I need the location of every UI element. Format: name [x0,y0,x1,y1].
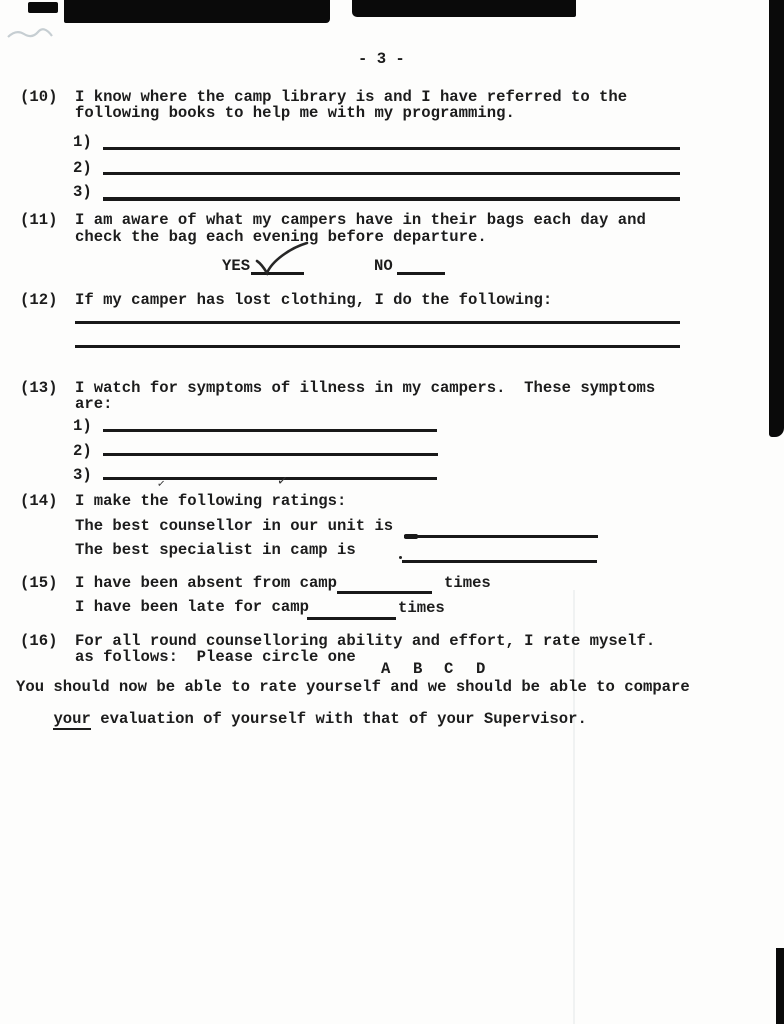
item-14-row-1-line-start-blot [404,534,418,539]
closing-text-line-1: You should now be able to rate yourself and we should be able to compare [16,678,690,696]
underlined-word-your: your [53,710,91,728]
item-15-number: (15) [20,574,58,592]
item-16-text-line-2: as follows: Please circle one [75,648,356,666]
pencil-check-icon-2: ✓ [276,473,289,490]
item-15-row-1-blank-line [337,591,432,594]
item-14-row-1-line [404,535,598,538]
item-13-text-line-2: are: [75,395,113,413]
no-blank-line [397,272,445,275]
item-13-blank-2-line [103,453,438,456]
item-14-number: (14) [20,492,58,510]
item-15-row-1-suffix: times [444,574,491,592]
item-12-answer-line-1 [75,321,680,324]
rating-choice-c: C [444,660,454,678]
scan-artifact-bar-right [769,0,784,437]
scan-artifact-bar-top-left [28,2,58,13]
closing-text-line-2 [16,695,587,743]
pencil-smudge-mark [6,24,54,42]
item-10-text-line-2: following books to help me with my programming. [75,104,515,122]
item-10-number: (10) [20,88,58,106]
item-13-blank-3-line [103,477,437,480]
scan-artifact-bar-top-1 [64,0,330,23]
no-label: NO [374,257,393,275]
item-11-text-line-2: check the bag each evening before departure. [75,228,487,246]
rating-choice-d: D [476,660,486,678]
item-10-blank-2-line [103,172,680,175]
item-14-row-2-text: The best specialist in camp is [75,541,356,559]
yes-checkmark-icon [253,241,311,275]
scan-artifact-bar-top-2 [352,0,576,17]
item-10-blank-2-label: 2) [73,159,92,177]
item-14-row-1-text: The best counsellor in our unit is [75,517,394,535]
item-14-row-2-line [402,560,597,563]
item-15-row-2-blank-line [307,617,396,620]
item-10-blank-1-label: 1) [73,133,92,151]
item-13-blank-1-label: 1) [73,417,92,435]
stray-period-mark [399,556,402,559]
item-12-number: (12) [20,291,58,309]
item-10-blank-3-label: 3) [73,183,92,201]
item-13-blank-2-label: 2) [73,442,92,460]
item-11-number: (11) [20,211,58,229]
page-number: - 3 - [358,50,405,68]
item-13-number: (13) [20,379,58,397]
item-11-text-line-1: I am aware of what my campers have in their bags each day and [75,211,646,229]
item-14-text-line-1: I make the following ratings: [75,492,347,510]
item-15-row-2-text: I have been late for camp [75,598,309,616]
pencil-check-icon-1: ✓ [156,478,166,491]
closing-text-line-2-rest: evaluation of yourself with that of your Supervisor. [90,710,587,728]
item-13-blank-1-line [103,429,437,432]
item-12-text-line-1: If my camper has lost clothing, I do the following: [75,291,553,309]
scan-seam-line [573,590,575,1024]
yes-label: YES [222,257,251,275]
item-15-row-1-text: I have been absent from camp [75,574,338,592]
rating-choice-a: A [381,660,391,678]
scan-artifact-bar-bottom-right [776,948,784,1024]
rating-choice-b: B [413,660,423,678]
item-12-answer-line-2 [75,345,680,348]
item-10-blank-3-line [103,197,680,201]
item-15-row-2-suffix: times [398,599,445,617]
item-16-text-line-1: For all round counselloring ability and effort, I rate myself. [75,632,656,650]
item-13-blank-3-label: 3) [73,466,92,484]
item-10-blank-1-line [103,147,680,150]
item-10-text-line-1: I know where the camp library is and I have referred to the [75,88,628,106]
item-13-text-line-1: I watch for symptoms of illness in my campers. These symptoms [75,379,656,397]
item-16-number: (16) [20,632,58,650]
